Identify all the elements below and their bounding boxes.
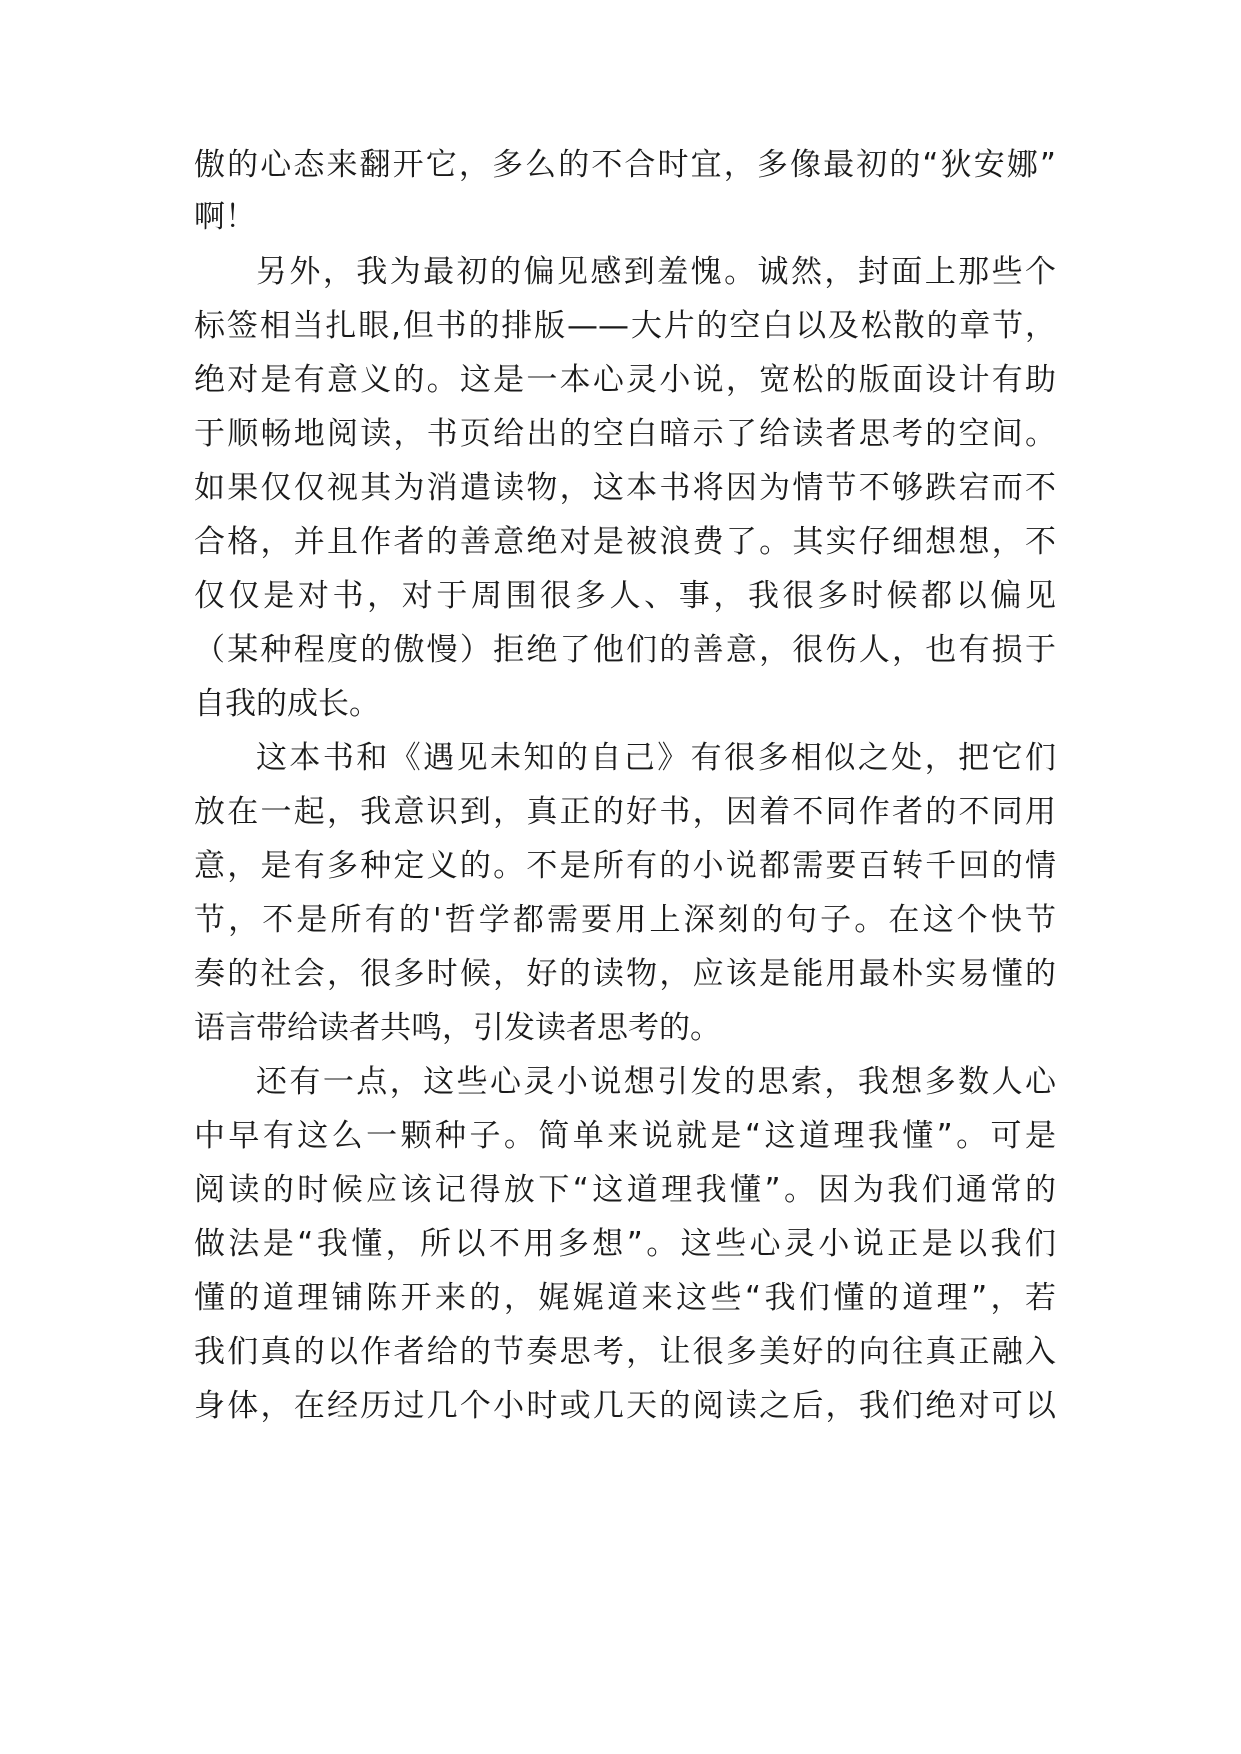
text-line: 身体，在经历过几个小时或几天的阅读之后，我们绝对可以	[194, 1388, 1056, 1424]
text-line: 中早有这么一颗种子。简单来说就是“这道理我懂”。可是	[194, 1118, 1056, 1154]
text-line: 仅仅是对书，对于周围很多人、事，我很多时候都以偏见	[194, 578, 1056, 614]
text-line: 懂的道理铺陈开来的，娓娓道来这些“我们懂的道理”，若	[194, 1280, 1056, 1316]
text-line: 合格，并且作者的善意绝对是被浪费了。其实仔细想想，不	[194, 524, 1056, 560]
text-line: 标签相当扎眼,但书的排版——大片的空白以及松散的章节，	[194, 308, 1056, 344]
text-line: 傲的心态来翻开它，多么的不合时宜，多像最初的“狄安娜”	[194, 147, 1056, 183]
text-line: 奏的社会，很多时候，好的读物，应该是能用最朴实易懂的	[194, 956, 1056, 992]
text-line: 阅读的时候应该记得放下“这道理我懂”。因为我们通常的	[194, 1172, 1056, 1208]
text-line: 自我的成长。	[194, 686, 380, 722]
text-line: 做法是“我懂，所以不用多想”。这些心灵小说正是以我们	[194, 1226, 1056, 1262]
text-line: 意，是有多种定义的。不是所有的小说都需要百转千回的情	[194, 848, 1056, 884]
text-line: 如果仅仅视其为消遣读物，这本书将因为情节不够跌宕而不	[194, 470, 1056, 506]
text-line: 放在一起，我意识到，真正的好书，因着不同作者的不同用	[194, 794, 1056, 830]
text-line: 绝对是有意义的。这是一本心灵小说，宽松的版面设计有助	[194, 362, 1056, 398]
text-line: 语言带给读者共鸣，引发读者思考的。	[194, 1010, 721, 1046]
text-line: 我们真的以作者给的节奏思考，让很多美好的向往真正融入	[194, 1334, 1056, 1370]
paragraph-first-line: 还有一点，这些心灵小说想引发的思索，我想多数人心	[256, 1064, 1056, 1100]
text-line: 啊！	[194, 199, 256, 235]
text-line: 节，不是所有的'哲学都需要用上深刻的句子。在这个快节	[194, 902, 1056, 938]
paragraph-first-line: 这本书和《遇见未知的自己》有很多相似之处，把它们	[256, 740, 1056, 776]
text-line: （某种程度的傲慢）拒绝了他们的善意，很伤人，也有损于	[194, 632, 1056, 668]
paragraph-first-line: 另外，我为最初的偏见感到羞愧。诚然，封面上那些个	[256, 254, 1056, 290]
text-line: 于顺畅地阅读，书页给出的空白暗示了给读者思考的空间。	[194, 416, 1056, 452]
